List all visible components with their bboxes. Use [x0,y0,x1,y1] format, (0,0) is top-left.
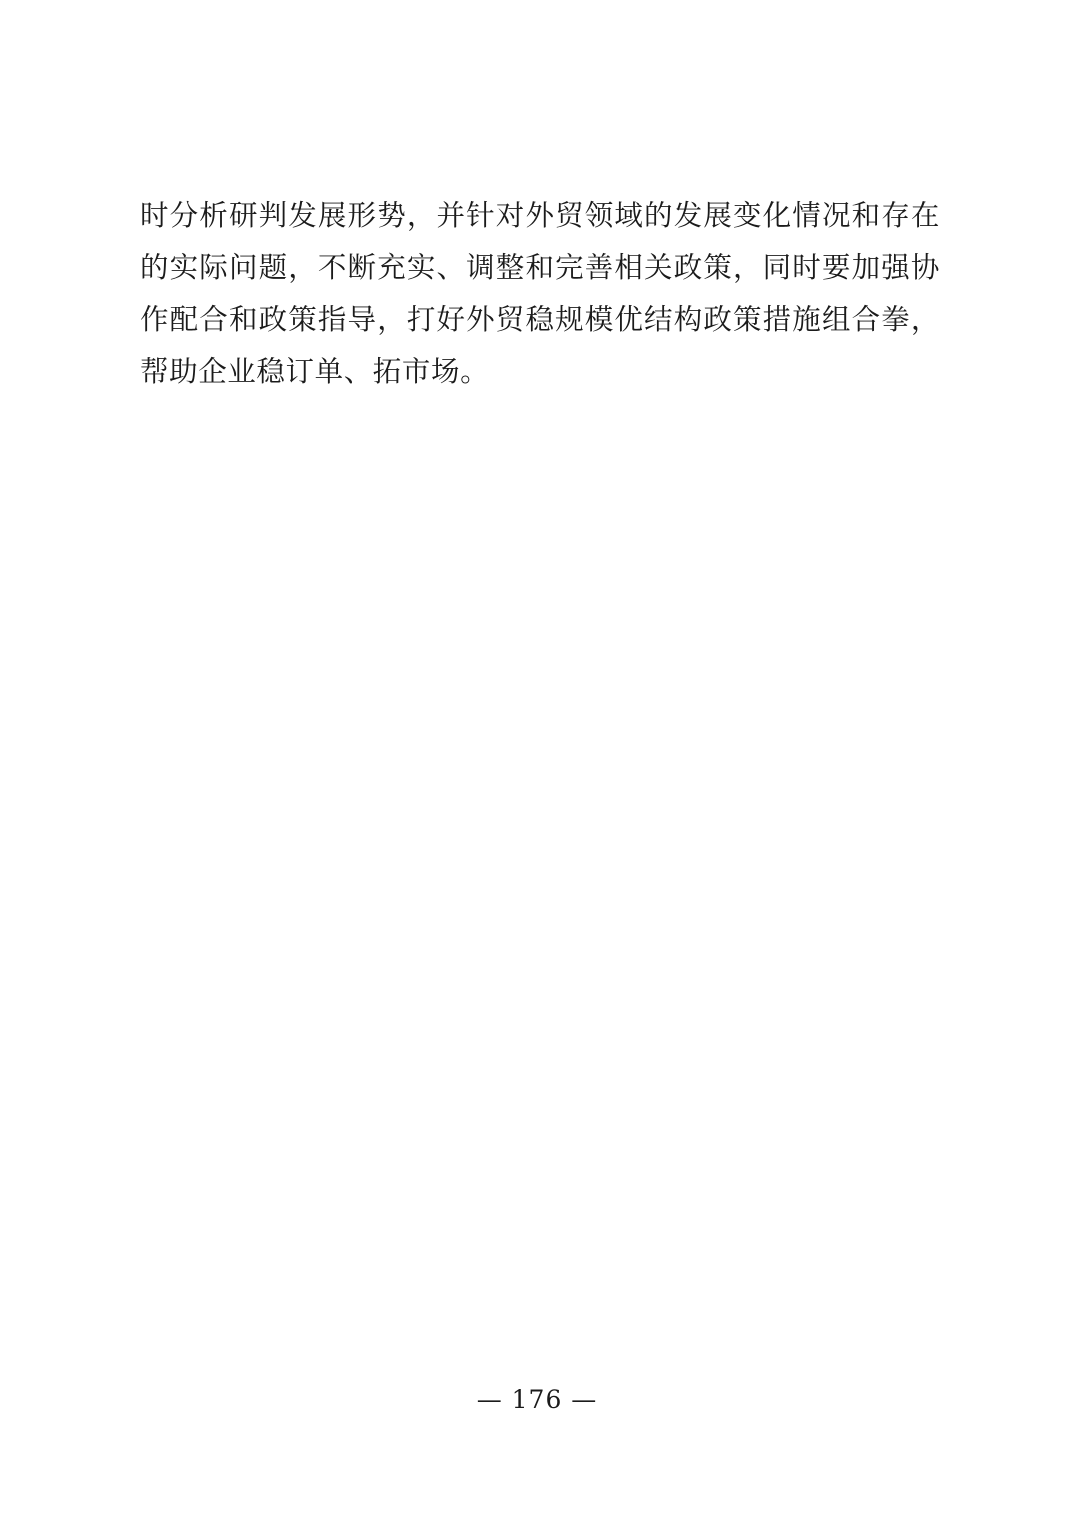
page-number: — 176 — [476,1385,598,1414]
body-text-block [140,190,940,398]
body-paragraph: 时分析研判发展形势，并针对外贸领域的发展变化情况和存在的实际问题，不断充实、调整和完善相关政策，同时要加强协作配合和政策指导，打好外贸稳规模优结构政策措施组合拳，帮助企业稳订单、拓市场。 [140,199,940,388]
